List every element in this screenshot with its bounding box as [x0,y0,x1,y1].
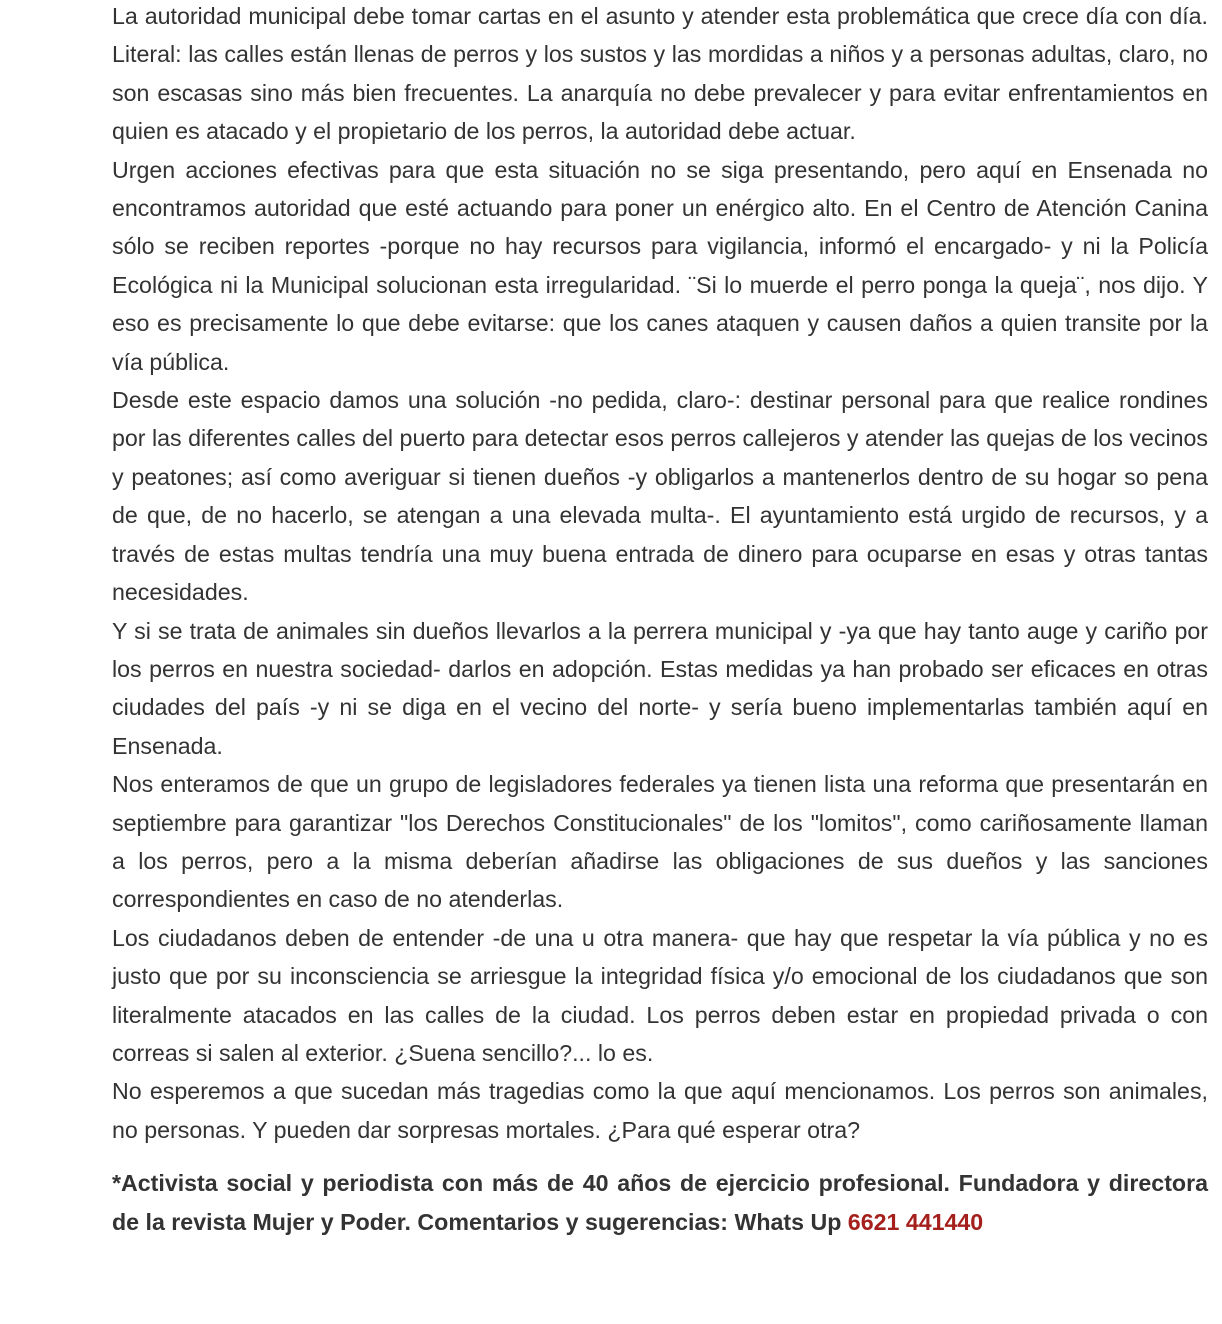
paragraph: Nos enteramos de que un grupo de legisladores federales ya tienen lista una reforma que presentarán en septiembre para garantizar "los Derechos Constitucionales" de los "lomitos", como cariñosamente llaman a los perros, pero a la misma deberían añadirse las obligaciones de sus dueños y las sanciones correspondientes en caso de no atenderlas. [112,771,1208,913]
paragraph: Urgen acciones efectivas para que esta situación no se siga presentando, pero aquí en Ensenada no encontramos autoridad que esté actuando para poner un enérgico alto. En el Centro de Atención Canina sólo se reciben reportes -porque no hay recursos para vigilancia, informó el encargado- y ni la Policía Ecológica ni la Municipal solucionan esta irregularidad. ¨Si lo muerde el perro ponga la queja¨, nos dijo. Y eso es precisamente lo que debe evitarse: que los canes ataquen y causen daños a quien transite por la vía pública. [112,156,1208,375]
paragraph: Y si se trata de animales sin dueños llevarlos a la perrera municipal y -ya que hay tanto auge y cariño por los perros en nuestra sociedad- darlos en adopción. Estas medidas ya han probado ser eficaces en otras ciudades del país -y ni se diga en el vecino del norte- y sería bueno implementarlas también aquí en Ensenada. [112,617,1208,759]
article-body [112,0,1208,1241]
phone-link[interactable]: 6621 441440 [847,1208,984,1235]
author-note [112,1164,1208,1241]
paragraph: No esperemos a que sucedan más tragedias como la que aquí mencionamos. Los perros son animales, no personas. Y pueden dar sorpresas mortales. ¿Para qué esperar otra? [112,1078,1208,1143]
paragraph: Los ciudadanos deben de entender -de una u otra manera- que hay que respetar la vía pública y no es justo que por su inconsciencia se arriesgue la integridad física y/o emocional de los ciudadanos que son literalmente atacados en las calles de la ciudad. Los perros deben estar en propiedad privada o con correas si salen al exterior. ¿Suena sencillo?... lo es. [112,924,1208,1066]
paragraph: La autoridad municipal debe tomar cartas en el asunto y atender esta problemática que crece día con día. Literal: las calles están llenas de perros y los sustos y las mordidas a niños y a personas adultas, claro, no son escasas sino más bien frecuentes. La anarquía no debe prevalecer y para evitar enfrentamientos en quien es atacado y el propietario de los perros, la autoridad debe actuar. [112,3,1208,145]
paragraph: Desde este espacio damos una solución -no pedida, claro-: destinar personal para que realice rondines por las diferentes calles del puerto para detectar esos perros callejeros y atender las quejas de los vecinos y peatones; así como averiguar si tienen dueños -y obligarlos a mantenerlos dentro de su hogar so pena de que, de no hacerlo, se atengan a una elevada multa-. El ayuntamiento está urgido de recursos, y a través de estas multas tendría una muy buena entrada de dinero para ocuparse en esas y otras tantas necesidades. [112,387,1208,606]
author-note-text: *Activista social y periodista con más de 40 años de ejercicio profesional. Fundadora y directora de la revista Mujer y Poder. Comentarios y sugerencias: Whats Up [112,1170,1208,1235]
